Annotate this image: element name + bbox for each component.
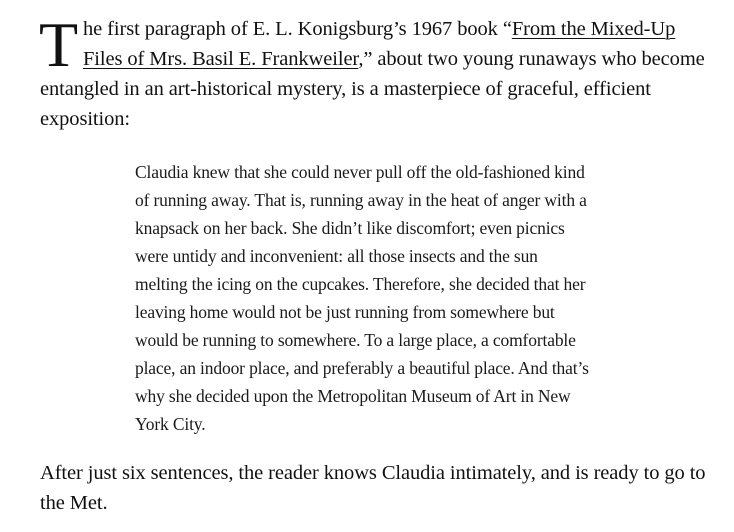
quote-line: knapsack on her back. She didn’t like discomfort; even picnics [135,218,565,238]
quote-line: would be running to somewhere. To a large place, a comfortable [135,330,576,350]
closing-paragraph: After just six sentences, the reader knows Claudia intimately, and is ready to go to the Met. [40,462,706,514]
book-title-link[interactable]: From the Mixed-Up Files of Mrs. Basil E. Frankweiler [83,18,676,70]
quote-line: why she decided upon the Metropolitan Museum of Art in New [135,386,571,406]
quote-line: melting the icing on the cupcakes. Therefore, she decided that her [135,274,586,294]
book-excerpt-blockquote [135,158,620,438]
intro-text-after-link: ,” about two young runaways who become entangled in an art-historical mystery, is a masterpiece of graceful, efficient exposition: [40,48,705,130]
intro-text-before-link: he first paragraph of E. L. Konigsburg’s 1967 book “ [83,18,512,40]
article-body [39,9,712,518]
quote-line: leaving home would not be just running from somewhere but [135,302,555,322]
intro-paragraph [39,9,712,134]
quote-line: of running away. That is, running away in the heat of anger with a [135,190,587,210]
quote-line: York City. [135,414,206,434]
quote-line: place, an indoor place, and preferably a beautiful place. And that’s [135,358,589,378]
quote-line: were untidy and inconvenient: all those insects and the sun [135,246,538,266]
drop-cap: T [39,9,78,80]
quote-line: Claudia knew that she could never pull off the old-fashioned kind [135,162,585,182]
